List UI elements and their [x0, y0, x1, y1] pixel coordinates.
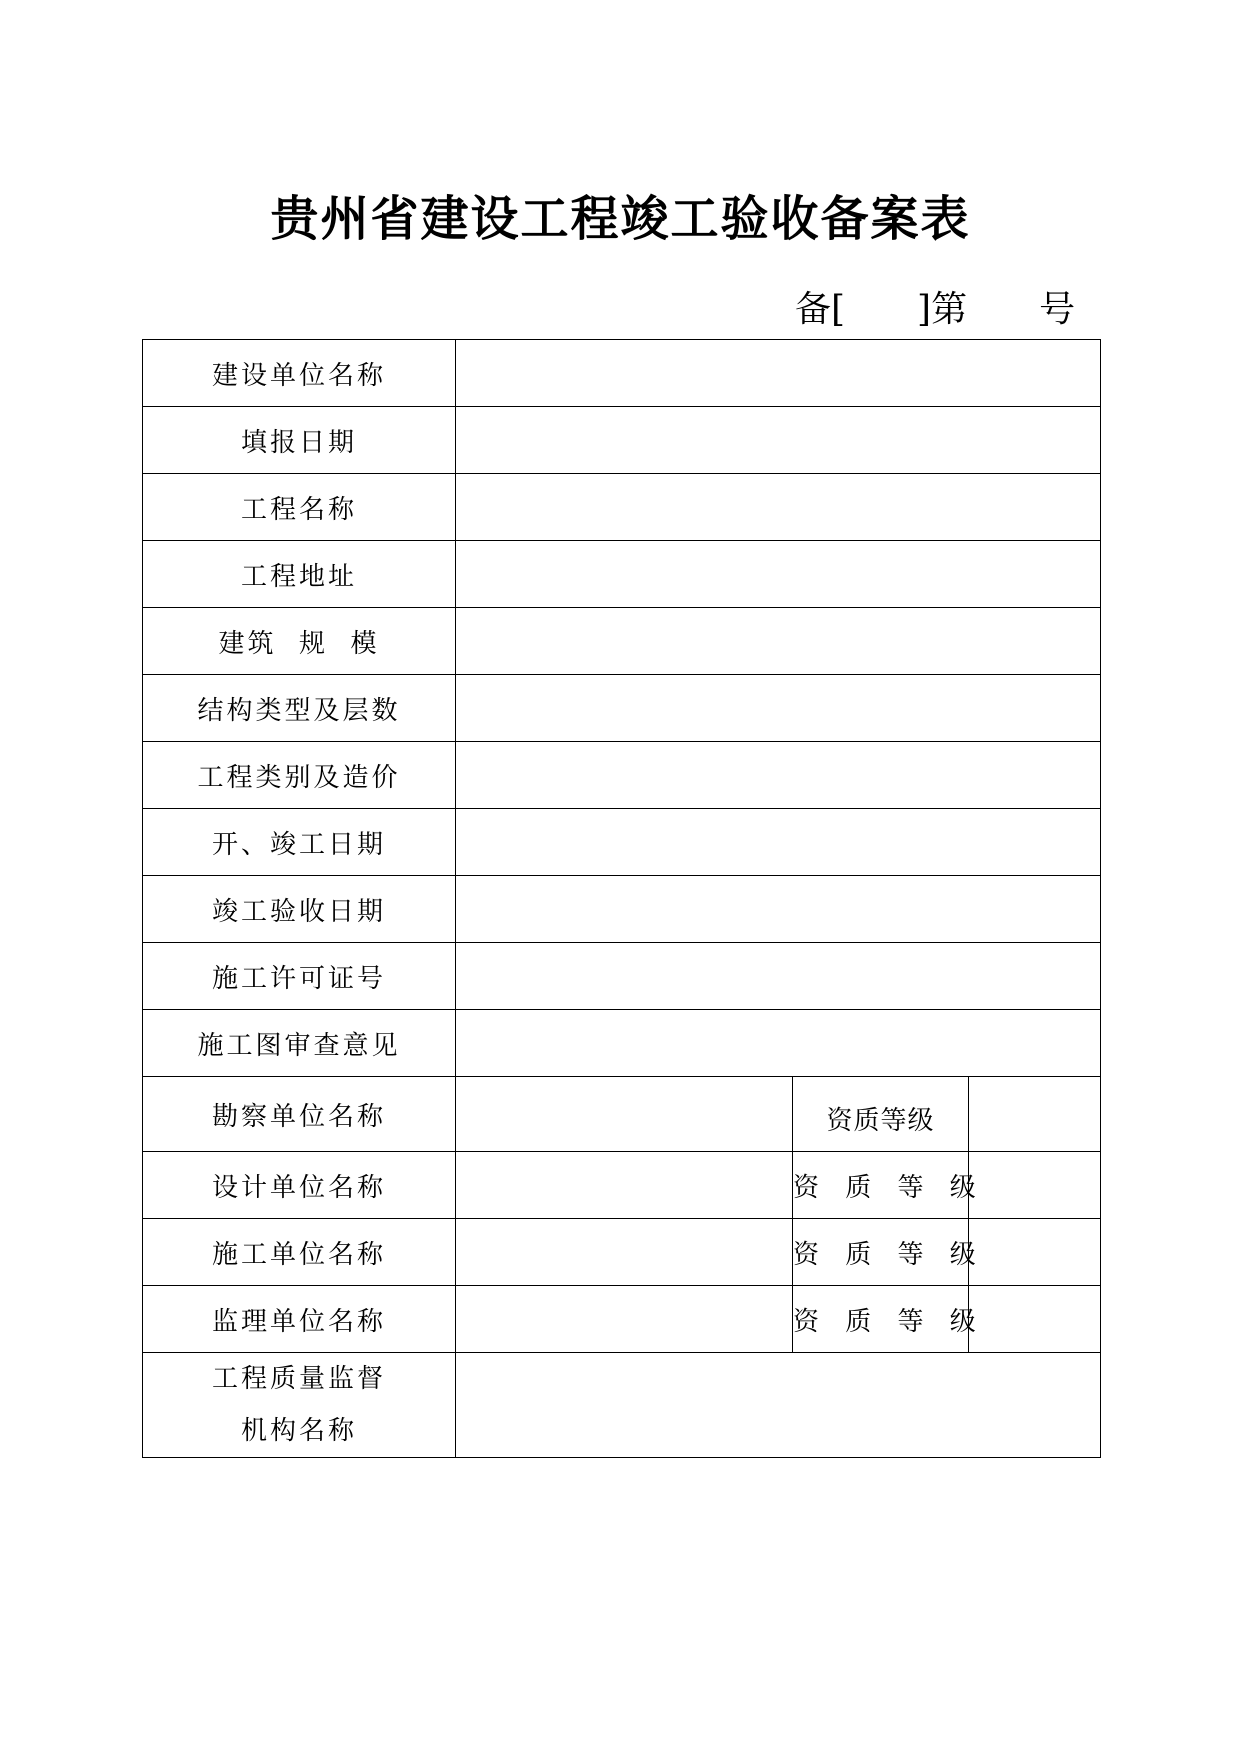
- row-quality-supervision: [143, 1353, 1101, 1458]
- value-construction-qualification[interactable]: [969, 1219, 1101, 1286]
- filing-form-table: [142, 339, 1101, 1458]
- row-project-address: [143, 541, 1101, 608]
- label-survey-qualification: 资质等级: [793, 1077, 969, 1152]
- row-start-end-date: [143, 809, 1101, 876]
- label-drawing-review: 施工图审查意见: [143, 1010, 456, 1077]
- label-supervision-qualification: 资 质 等 级: [793, 1286, 969, 1353]
- label-project-name: 工程名称: [143, 474, 456, 541]
- value-construction-unit[interactable]: [456, 340, 1101, 407]
- row-survey-unit: [143, 1077, 1101, 1152]
- label-design-unit: 设计单位名称: [143, 1152, 456, 1219]
- value-start-end-date[interactable]: [456, 809, 1101, 876]
- row-permit-number: [143, 943, 1101, 1010]
- label-project-address: 工程地址: [143, 541, 456, 608]
- row-design-unit: [143, 1152, 1101, 1219]
- row-supervision-unit: [143, 1286, 1101, 1353]
- row-structure-type: [143, 675, 1101, 742]
- value-fill-date[interactable]: [456, 407, 1101, 474]
- value-supervision-unit[interactable]: [456, 1286, 793, 1353]
- label-building-scale: 建筑 规 模: [143, 608, 456, 675]
- label-quality-supervision-line1: 工程质量监督: [211, 1364, 386, 1394]
- label-construction-unit: 建设单位名称: [143, 340, 456, 407]
- record-number: 备[ ]第 号: [795, 289, 1076, 330]
- label-survey-unit: 勘察单位名称: [143, 1077, 456, 1152]
- row-drawing-review: [143, 1010, 1101, 1077]
- label-project-category: 工程类别及造价: [143, 742, 456, 809]
- value-drawing-review[interactable]: [456, 1010, 1101, 1077]
- value-survey-qualification[interactable]: [969, 1077, 1101, 1152]
- value-project-address[interactable]: [456, 541, 1101, 608]
- label-supervision-unit: 监理单位名称: [143, 1286, 456, 1353]
- label-quality-supervision-line2: 机构名称: [240, 1416, 357, 1446]
- value-project-name[interactable]: [456, 474, 1101, 541]
- label-construction-company: 施工单位名称: [143, 1219, 456, 1286]
- row-acceptance-date: [143, 876, 1101, 943]
- row-fill-date: [143, 407, 1101, 474]
- label-permit-number: 施工许可证号: [143, 943, 456, 1010]
- label-acceptance-date: 竣工验收日期: [143, 876, 456, 943]
- form-title: 贵州省建设工程竣工验收备案表: [270, 191, 971, 247]
- value-structure-type[interactable]: [456, 675, 1101, 742]
- value-supervision-qualification[interactable]: [969, 1286, 1101, 1353]
- row-building-scale: [143, 608, 1101, 675]
- value-construction-company[interactable]: [456, 1219, 793, 1286]
- label-start-end-date: 开、竣工日期: [143, 809, 456, 876]
- label-fill-date: 填报日期: [143, 407, 456, 474]
- row-construction-company: [143, 1219, 1101, 1286]
- label-structure-type: 结构类型及层数: [143, 675, 456, 742]
- value-building-scale[interactable]: [456, 608, 1101, 675]
- value-design-unit[interactable]: [456, 1152, 793, 1219]
- value-design-qualification[interactable]: [969, 1152, 1101, 1219]
- label-construction-qualification: 资 质 等 级: [793, 1219, 969, 1286]
- label-quality-supervision: [143, 1353, 456, 1458]
- value-survey-unit[interactable]: [456, 1077, 793, 1152]
- row-project-category: [143, 742, 1101, 809]
- value-project-category[interactable]: [456, 742, 1101, 809]
- row-construction-unit: [143, 340, 1101, 407]
- label-design-qualification: 资 质 等 级: [793, 1152, 969, 1219]
- row-project-name: [143, 474, 1101, 541]
- value-quality-supervision[interactable]: [456, 1353, 1101, 1458]
- value-acceptance-date[interactable]: [456, 876, 1101, 943]
- value-permit-number[interactable]: [456, 943, 1101, 1010]
